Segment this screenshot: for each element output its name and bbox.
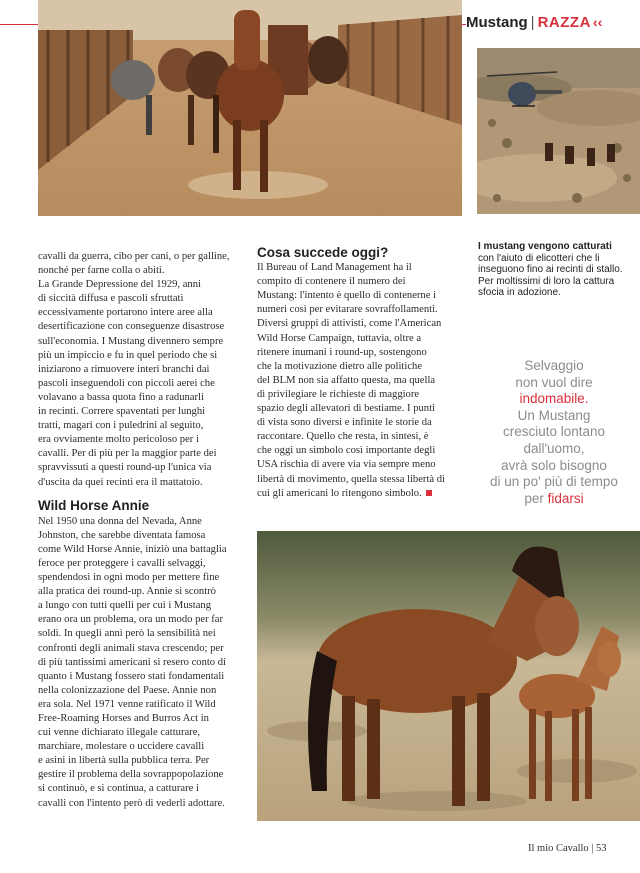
text-line: spravvissuti a questi round-up l'unica via [38,462,212,474]
text-line-end: cui gli americani lo ritengono simbolo. [257,487,422,499]
text-line: era ovviamente molto pericoloso per i [38,434,199,446]
text-line: erano ora un problema, ora un modo per far [38,614,224,626]
text-line: La Grande Depressione del 1929, anni [38,279,201,291]
section-heading-wild-horse-annie: Wild Horse Annie [38,497,150,513]
text-line: pascoli inseguendoli con piccoli aerei che [38,377,215,389]
section-title: Mustang [466,14,528,31]
text-line: nella colonizzazione del Paese. Annie non [38,684,217,696]
section-category: RAZZA [537,14,591,31]
text-line: sull'economia. I Mustang divennero sempre [38,335,224,347]
text-line: gestire il problema della sovrappopolazione [38,769,224,781]
text-line: USA rischia di avere via via sempre meno [257,459,436,471]
text-line: Diversi gruppi di attivisti, come l'American [257,318,442,330]
quote-line: Un Mustang [517,407,591,423]
text-line: ritenere inumani i round-up, sostengono [257,346,427,358]
photo-caption [478,241,630,299]
text-line: a lungo con tutti quelli per cui i Mustang [38,600,212,612]
text-line: Johnston, che sarebbe diventata famosa [38,529,206,541]
caption-lead: I mustang vengono catturati [478,241,612,252]
page-number: 53 [596,843,607,854]
text-line: feroce per proteggere i cavalli selvaggi, [38,557,206,569]
text-line: di privilegiare le richieste di maggiore [257,388,420,400]
text-line: desertificazione con conseguenze disastrose [38,321,225,333]
text-line: cui venne dichiarato illegale catturare, [38,727,201,739]
text-line: e asini in libertà sulla pubblica terra. Per [38,755,210,767]
text-line: cavalli. Per di più per la maggior parte dei [38,448,217,460]
text-line: libertà di movimento, quella stessa libertà di [257,473,445,485]
text-line: Mustang: l'intento è quello di contenerne i [257,290,437,302]
text-line: iniziarono a rimuovere interi branchi dai [38,363,210,375]
text-line: numeri così per evitarare sovraffollamenti. [257,304,438,316]
text-line: di vista sono diversi e infinite le storie da [257,417,432,429]
text-line [257,487,453,501]
text-line: di siccità diffusa e pascoli sfruttati [38,293,184,305]
quote-line: di un po' più di tempo [490,474,618,490]
end-of-article-square-icon [426,490,432,496]
text-line: Wild Horse Campaign, tuttavia, oltre a [257,332,422,344]
text-line: in recinti. Correre spaventati per lunghi [38,406,206,418]
quote-line: Selvaggio [524,358,584,373]
text-line: cavalli da guerra, cibo per cani, o per galline, [38,251,230,262]
footer-separator: | [591,843,594,854]
text-line: compito di contenere il numero dei [257,276,406,288]
text-line: spazio degli allevatori di bestiame. I punti [257,403,435,415]
pull-quote [468,358,640,507]
text-line: tratti, magari con i puledrini al seguito, [38,420,204,432]
text-line: più un impiccio e fu in quel periodo che si [38,349,218,361]
text-line: Nel 1950 una donna del Nevada, Anne [38,515,202,527]
text-line: Il Bureau of Land Management ha il [257,262,412,274]
quote-highlight: indomabile. [519,391,589,407]
text-line: d'uscita da quei recinti era il mattatoio. [38,476,203,488]
quote-highlight: fidarsi [547,490,584,506]
header-separator: | [530,14,535,31]
text-line: eccessivamente portarono intere aree alla [38,307,213,319]
section-heading-cosa-succede-oggi: Cosa succede oggi? [257,245,389,260]
text-line: come Wild Horse Annie, iniziò una battaglia [38,543,227,555]
section-header [466,14,602,31]
text-line: alla pratica dei round-up. Annie si scontrò [38,586,216,598]
text-line: marchiare, molestare o uccidere cavalli [38,741,205,753]
text-line: spendendosi in ogni modo per mettere fine [38,572,220,584]
page-footer [528,843,607,854]
quote-line: dall'uomo, [523,440,585,456]
text-line: era sola. Nel 1971 venne ratificato il Wild [38,698,216,710]
photo-horses-corral [38,0,462,216]
text-line: Free-Roaming Horses and Burros Act in [38,713,209,724]
quote-line [468,491,640,508]
text-line: confronti degli animali stava crescendo; per [38,642,224,654]
text-line: che la motivazione dietro alle politiche [257,360,423,372]
quote-line: cresciuto lontano [502,424,606,440]
left-column [38,250,242,811]
magazine-name: Il mio Cavallo [528,843,589,854]
photo-mare-and-foal [257,531,640,821]
double-chevron-icon: ‹‹ [592,14,603,30]
quote-text: per [524,490,548,506]
middle-column [257,246,453,501]
text-line: raccontare. Quello che resta, in sintesi, è [257,431,429,443]
text-line: che oggi un simbolo così importante degli [257,445,436,457]
text-line: quanto i Mustang fossero stati fondamentali [38,670,225,682]
text-line: di più tantissimi americani si resero conto di [38,656,226,668]
text-line: del BLM non sia affatto questa, ma quella [257,374,436,386]
text-line: si continuò, e si continua, a catturare i [38,783,199,795]
quote-line: avrà solo bisogno [501,457,607,473]
caption-text: con l'aiuto di elicotteri che li inseguono fino ai recinti di stallo. Per moltissimi di loro la cattura sfocia in adozione. [478,252,623,299]
quote-line: non vuol dire [515,374,593,390]
text-line: nonché per farne colla o abiti. [38,265,165,277]
text-line: soldi. In quegli anni però la sensibilità nei [38,628,216,640]
text-line: cavalli con l'intento però di vederli adottare. [38,797,225,809]
photo-helicopter-roundup [477,48,640,214]
text-line: volavano a bassa quota fino a radunarli [38,391,204,403]
